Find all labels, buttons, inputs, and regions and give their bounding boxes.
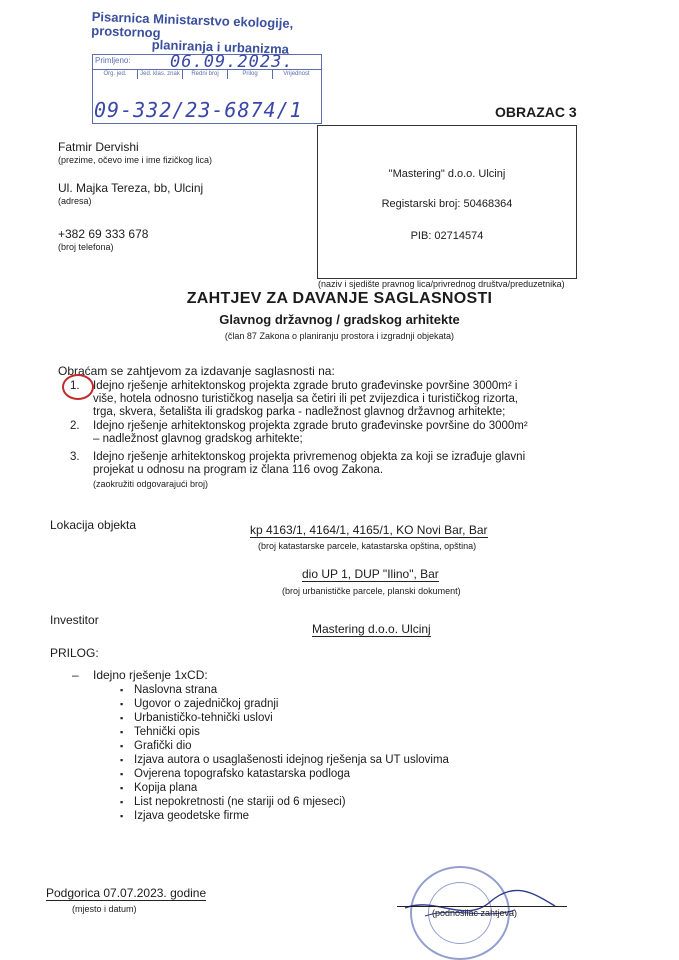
request-item-2-line1: Idejno rješenje arhitektonskog projekta zgrade bruto građevinske površine do 3000m²: [93, 420, 528, 432]
stamp-title-line2: planiranja i urbanizma: [151, 37, 290, 57]
stamp-reference: 09-332/23-6874/1: [94, 98, 303, 122]
recipient-pib: PIB: 02714574: [410, 230, 484, 242]
stamp-received-label: Primljeno:: [95, 56, 131, 65]
recipient-caption: (naziv i sjedište pravnog lica/privrednog društva/preduzetnika): [318, 279, 565, 289]
applicant-address: Ul. Majka Tereza, bb, Ulcinj: [58, 181, 204, 195]
place-date: Podgorica 07.07.2023. godine: [46, 886, 207, 900]
request-intro: Obraćam se zahtjevom za izdavanje saglasnosti na:: [58, 364, 335, 378]
attachment-item: ▪ Ugovor o zajedničkoj gradnji: [134, 698, 449, 712]
applicant-name: Fatmir Dervishi: [58, 140, 139, 154]
location-up-caption: (broj urbanističke parcele, planski dokument): [282, 586, 461, 596]
applicant-phone-caption: (broj telefona): [58, 242, 114, 252]
circle-note: (zaokružiti odgovarajući broj): [93, 479, 209, 489]
location-label: Lokacija objekta: [50, 518, 137, 532]
attachment-item: ▪ Izjava autora o usaglašenosti idejnog rješenja sa UT uslovima: [134, 754, 449, 768]
investor-label: Investitor: [50, 613, 99, 627]
stamp-col-vrijednost: Vrijednost: [283, 71, 310, 77]
attachment-item: ▪ Naslovna strana: [134, 684, 449, 698]
request-item-3-num: 3.: [70, 451, 80, 463]
location-parcels-caption: (broj katastarske parcele, katastarska opština, opština): [258, 541, 477, 551]
page-title: ZAHTJEV ZA DAVANJE SAGLASNOSTI: [186, 290, 493, 307]
location-parcels: kp 4163/1, 4164/1, 4165/1, KO Novi Bar, Bar: [250, 523, 488, 537]
investor-value: Mastering d.o.o. Ulcinj: [312, 622, 431, 636]
stamp-title-line1: Pisarnica Ministarstvo ekologije, prostornog: [91, 9, 294, 41]
applicant-name-caption: (prezime, očevo ime i ime fizičkog lica): [58, 155, 213, 165]
stamp-col-org: Org. jed.: [93, 69, 138, 79]
recipient-company: "Mastering" d.o.o. Ulcinj: [388, 168, 506, 180]
page-subtitle: Glavnog državnog / gradskog arhitekte: [219, 312, 460, 327]
request-item-2-num: 2.: [70, 420, 80, 432]
signature-line: [397, 906, 567, 907]
stamp-col-class: Jed. klas. znak: [138, 69, 183, 79]
request-item-1-line2: više, hotela odnosno turističkog naselja sa četiri ili pet zvijezdica i turističkog rizorta,: [93, 393, 519, 405]
request-item-1-line3: trga, skvera, šetališta ili gradskog parka - nadležnost glavnog državnog arhitekte;: [93, 406, 506, 418]
recipient-reg: Registarski broj: 50468364: [381, 198, 513, 210]
attachments-label: PRILOG:: [50, 646, 99, 660]
request-item-2-line2: – nadležnost glavnog gradskog arhitekte;: [93, 433, 303, 445]
form-label: OBRAZAC 3: [495, 104, 577, 120]
attachment-item: ▪ Urbanističko-tehnički uslovi: [134, 712, 449, 726]
applicant-address-caption: (adresa): [58, 196, 92, 206]
signature-caption: (podnosilac zahtjeva): [432, 908, 518, 918]
attachment-item: ▪ Izjava geodetske firme: [134, 810, 449, 824]
attachment-item: ▪ Ovjerena topografsko katastarska podloga: [134, 768, 449, 782]
request-item-1-line1: Idejno rješenje arhitektonskog projekta zgrade bruto građevinske površine 3000m² i: [93, 380, 518, 392]
recipient-box: [317, 125, 577, 279]
applicant-phone: +382 69 333 678: [58, 227, 149, 241]
attachment-item: ▪ List nepokretnosti (ne stariji od 6 mjeseci): [134, 796, 449, 810]
attachment-item: ▪ Grafički dio: [134, 740, 449, 754]
registry-stamp: [92, 10, 320, 122]
attachment-item: ▪ Kopija plana: [134, 782, 449, 796]
attachments-main: Idejno rješenje 1xCD:: [93, 668, 208, 682]
title-note: (član 87 Zakona o planiranju prostora i izgradnji objekata): [224, 331, 455, 341]
request-item-3-line1: Idejno rješenje arhitektonskog projekta privremenog objekta za koji se izrađuje glavni: [93, 451, 526, 463]
stamp-col-num: Redni broj: [183, 69, 228, 79]
attachment-item: ▪ Tehnički opis: [134, 726, 449, 740]
request-item-1-num: 1.: [70, 380, 80, 392]
request-item-3-line2: projekat u odnosu na program iz člana 116 ovog Zakona.: [93, 464, 384, 476]
stamp-received-date: 06.09.2023.: [170, 52, 294, 72]
attachments-dash: –: [72, 668, 79, 682]
place-date-caption: (mjesto i datum): [72, 904, 137, 914]
attachments-list: [134, 684, 449, 824]
location-up: dio UP 1, DUP "Ilino", Bar: [302, 567, 439, 581]
stamp-col-prilog: Prilog: [228, 69, 273, 79]
